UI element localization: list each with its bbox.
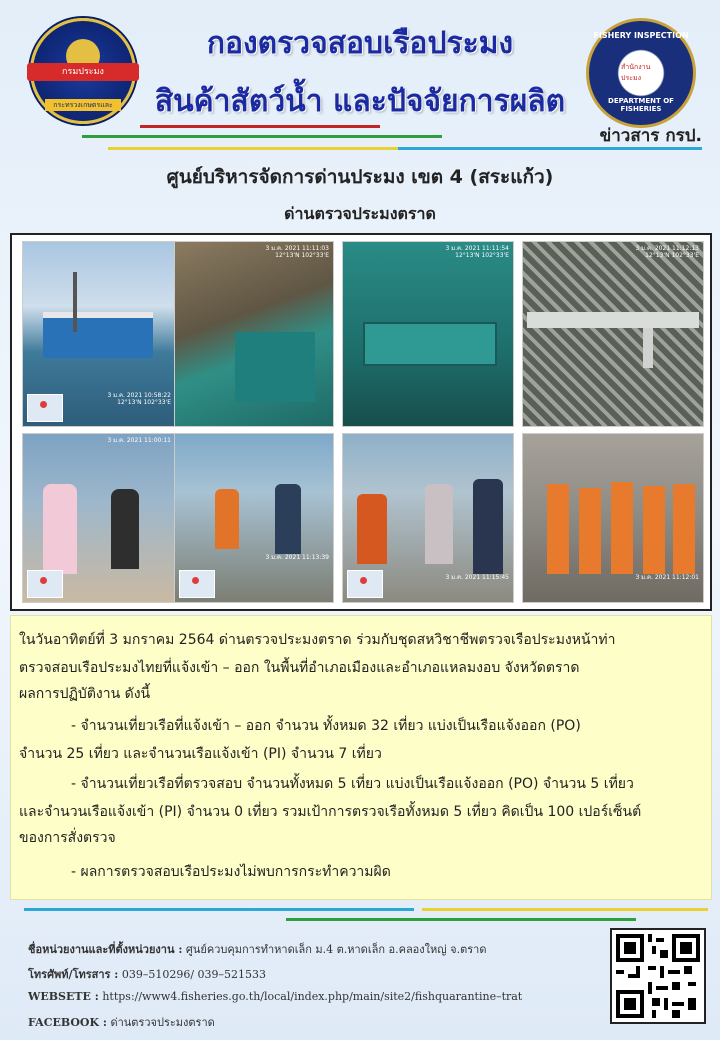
photo-timestamp: 3 ม.ค. 2021 11:15:45 — [445, 574, 509, 581]
phone-value: 039–510296/ 039–521533 — [121, 968, 267, 981]
address-value: ศูนย์ควบคุมการทำหาดเล็ก ม.4 ต.หาดเล็ก อ.คลองใหญ่ จ.ตราด — [185, 943, 487, 956]
subtitle-center: ศูนย์บริหารจัดการด่านประมง เขต 4 (สระแก้ว) — [166, 166, 554, 188]
photo-collage — [10, 233, 712, 611]
photo-timestamp: 3 ม.ค. 2021 10:58:22 12°13'N 102°33'E — [107, 392, 171, 406]
body-line: - ผลการตรวจสอบเรือประมงไม่พบการกระทำความผิด — [71, 864, 391, 880]
divider — [82, 135, 442, 138]
facebook-value: ด่านตรวจประมงตราด — [110, 1016, 215, 1029]
contact-website — [28, 990, 522, 1003]
address-label: ชื่อหน่วยงานและที่ตั้งหน่วยงาน : — [28, 943, 183, 956]
page-title-line2: สินค้าสัตว์น้ำ และปัจจัยการผลิต — [154, 84, 566, 119]
qr-code[interactable] — [610, 928, 706, 1024]
website-label: WEBSETE : — [28, 990, 99, 1003]
photo-timestamp: 3 ม.ค. 2021 11:12:01 — [635, 574, 699, 581]
photo-crew-lineup — [522, 433, 704, 603]
photo-timestamp: 3 ม.ค. 2021 11:12:13 12°13'N 102°33'E — [635, 245, 699, 259]
body-line: จำนวน 25 เที่ยว และจำนวนเรือแจ้งเข้า (PI) จำนวน 7 เที่ยว — [19, 746, 382, 762]
logo-top-text: FISHERY INSPECTION — [593, 31, 689, 40]
photo-fishing-boat — [22, 241, 176, 427]
logo-ribbon: กรมประมง — [27, 63, 139, 81]
photo-timestamp: 3 ม.ค. 2021 11:00:11 — [107, 437, 171, 444]
body-line: - จำนวนเที่ยวเรือที่ตรวจสอบ จำนวนทั้งหมด 5 เที่ยว แบ่งเป็นเรือแจ้งออก (PO) จำนวน 5 เที่ยว — [71, 776, 634, 792]
photo-engine-number — [342, 241, 514, 427]
logo-tag: กระทรวงเกษตรและสหกรณ์ — [45, 99, 121, 111]
body-line: ตรวจสอบเรือประมงไทยที่แจ้งเข้า – ออก ในพื้นที่อำเภอเมืองและอำเภอแหลมงอบ จังหวัดตราด — [19, 660, 580, 676]
contact-phone — [28, 965, 266, 983]
body-line: ของการสั่งตรวจ — [19, 830, 116, 846]
body-line: ในวันอาทิตย์ที่ 3 มกราคม 2564 ด่านตรวจประมงตราด ร่วมกับชุดสหวิชาชีพตรวจเรือประมงหน้าท่า — [19, 632, 616, 648]
map-thumbnail — [27, 570, 63, 598]
subtitle-checkpoint: ด่านตรวจประมงตราด — [284, 204, 436, 223]
photo-inspection-dock — [22, 433, 176, 603]
divider — [140, 125, 380, 128]
website-link[interactable]: https://www4.fisheries.go.th/local/index.php/main/site2/fishquarantine–trat — [102, 990, 523, 1003]
photo-crew-check — [174, 433, 334, 603]
phone-label: โทรศัพท์/โทรสาร : — [28, 968, 119, 981]
logo-center-text: สำนักงานประมง — [621, 63, 651, 82]
qr-code-icon — [612, 930, 704, 1022]
photo-timestamp: 3 ม.ค. 2021 11:11:03 12°13'N 102°33'E — [265, 245, 329, 259]
contact-facebook — [28, 1013, 215, 1031]
divider — [286, 918, 636, 921]
photo-net-measurement — [522, 241, 704, 427]
body-line: - จำนวนเที่ยวเรือที่แจ้งเข้า – ออก จำนวน ทั้งหมด 32 เที่ยว แบ่งเป็นเรือแจ้งออก (PO) — [71, 718, 581, 734]
divider — [108, 147, 398, 150]
photo-timestamp: 3 ม.ค. 2021 11:13:39 — [265, 554, 329, 561]
news-label: ข่าวสาร กรป. — [599, 126, 702, 146]
divider — [422, 908, 708, 911]
photo-boat-equipment — [174, 241, 334, 427]
facebook-label: FACEBOOK : — [28, 1016, 107, 1029]
map-thumbnail — [179, 570, 215, 598]
report-body — [10, 615, 712, 900]
body-line: และจำนวนเรือแจ้งเข้า (PI) จำนวน 0 เที่ยว รวมเป้าการตรวจเรือทั้งหมด 5 เที่ยว คิดเป็น 100 เปอร์เซ็นต์ — [19, 804, 642, 820]
logo-bottom-text: DEPARTMENT OF FISHERIES — [608, 97, 674, 113]
page-title-line1: กองตรวจสอบเรือประมง — [206, 26, 514, 61]
contact-address — [28, 940, 486, 958]
photo-timestamp: 3 ม.ค. 2021 11:11:54 12°13'N 102°33'E — [445, 245, 509, 259]
photo-document-check — [342, 433, 514, 603]
map-thumbnail — [347, 570, 383, 598]
body-line: ผลการปฏิบัติงาน ดังนี้ — [19, 686, 151, 702]
map-thumbnail — [27, 394, 63, 422]
divider — [24, 908, 414, 911]
